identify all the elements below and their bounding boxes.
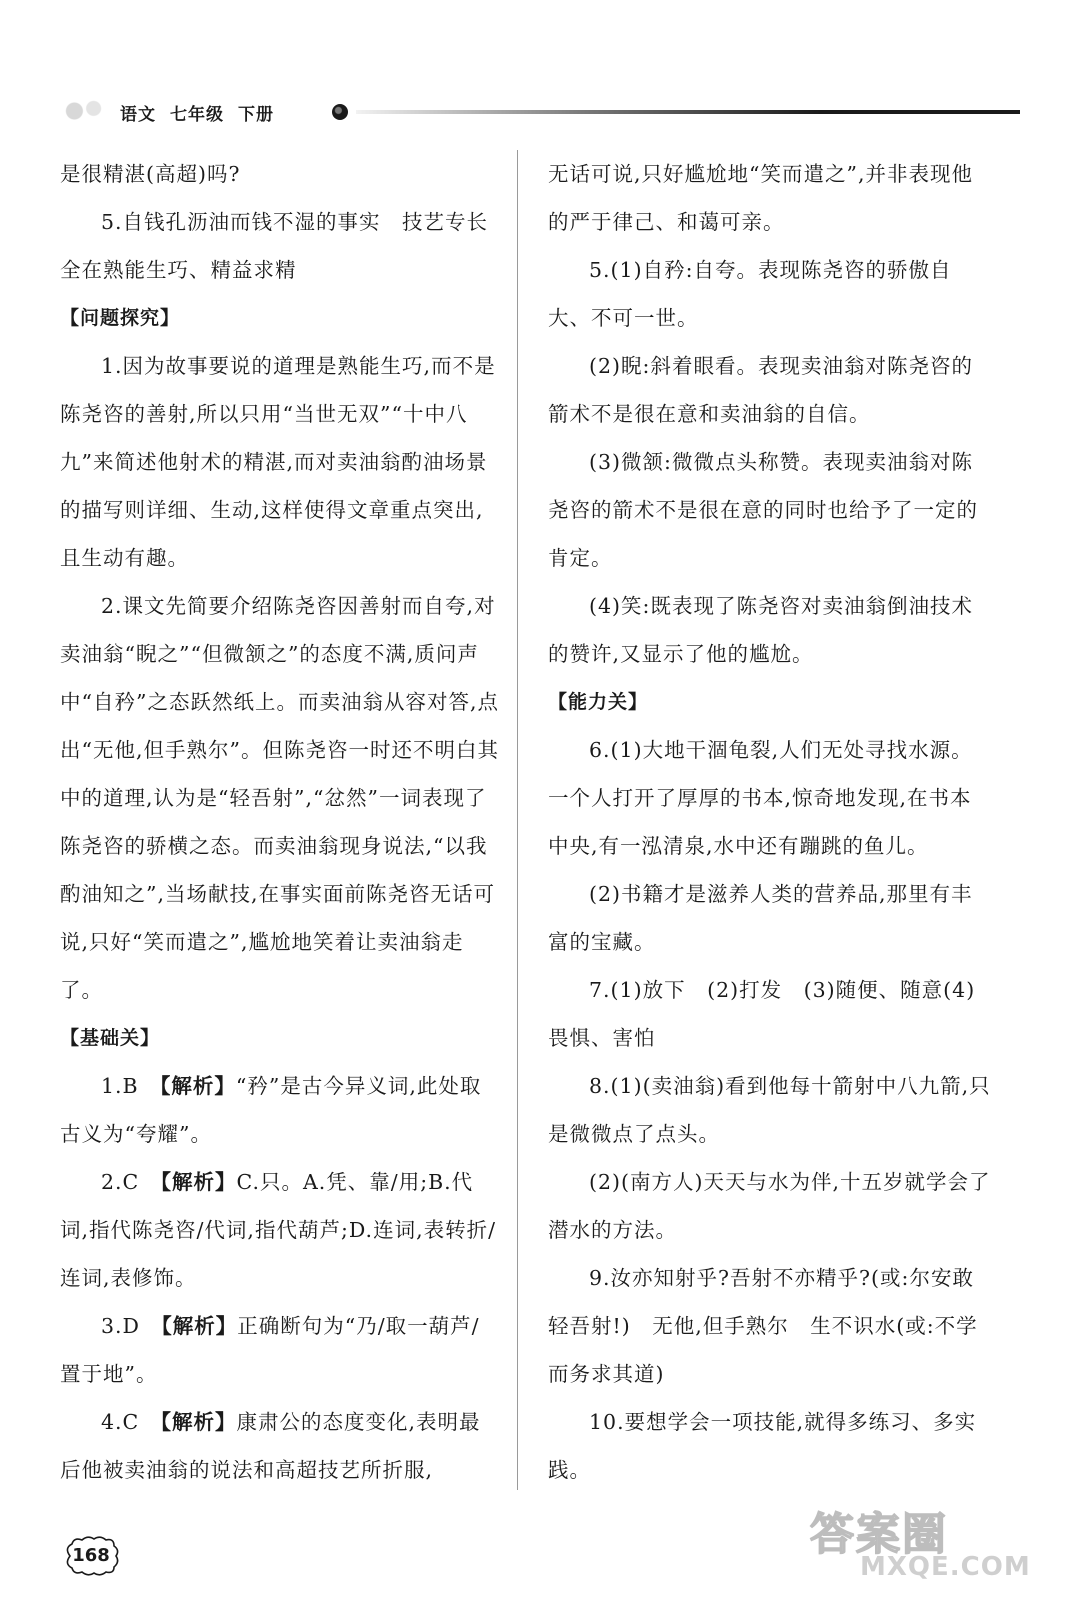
answer-item-4 — [60, 1398, 500, 1494]
watermark-url: MXQE.COM — [860, 1552, 1031, 1582]
header-rule — [356, 110, 1020, 114]
right-paragraph-7: (2)书籍才是滋养人类的营养品,那里有丰富的宝藏。 — [548, 882, 973, 954]
right-paragraph-8: 7.(1)放下 (2)打发 (3)随便、随意(4)畏惧、害怕 — [548, 978, 976, 1050]
left-paragraph-3: 1.因为故事要说的道理是熟能生巧,而不是陈尧咨的善射,所以只用“当世无双”“十中八九”来简述他射术的精湛,而对卖油翁酌油场景的描写则详细、生动,这样使得文章重点突出,且生动有趣。 — [60, 354, 496, 570]
watermark-logo: 答案圈 — [810, 1509, 948, 1560]
answer-1-num: 1.B — [101, 1074, 161, 1098]
right-paragraph-10: (2)(南方人)天天与水为伴,十五岁就学会了潜水的方法。 — [548, 1170, 991, 1242]
page-number-badge — [60, 1534, 122, 1578]
column-divider — [517, 150, 518, 1490]
answer-4-num: 4.C — [101, 1410, 161, 1434]
watermark — [800, 1498, 1060, 1588]
right-paragraph-2: 5.(1)自矜:自夸。表现陈尧咨的骄傲自大、不可一世。 — [548, 258, 952, 330]
right-paragraph-11: 9.汝亦知射乎?吾射不亦精乎?(或:尔安敢轻吾射!) 无他,但手熟尔 生不识水(或:不学而务求其道) — [548, 1266, 978, 1386]
right-paragraph-4: (3)微颔:微微点头称赞。表现卖油翁对陈尧咨的箭术不是很在意的同时也给予了一定的肯定。 — [548, 450, 978, 570]
right-column — [548, 150, 993, 1494]
right-paragraph-6: 6.(1)大地干涸龟裂,人们无处寻找水源。一个人打开了厚厚的书本,惊奇地发现,在书本中央,有一泓清泉,水中还有蹦跳的鱼儿。 — [548, 738, 973, 858]
header-subject: 语文 — [120, 105, 156, 125]
left-paragraph-2: 5.自钱孔沥油而钱不湿的事实 技艺专长全在熟能生巧、精益求精 — [60, 210, 489, 282]
running-header — [60, 92, 1020, 132]
section-heading-nengli: 【能力关】 — [548, 691, 649, 713]
header-decoration — [60, 98, 108, 124]
left-paragraph-1: 是很精湛(高超)吗? — [60, 162, 241, 186]
answer-4-text: 康肃公的态度变化,表明最后他被卖油翁的说法和高超技艺所折服, — [60, 1410, 481, 1482]
header-grade: 七年级 — [170, 105, 224, 125]
answer-item-2 — [60, 1158, 500, 1302]
right-paragraph-9: 8.(1)(卖油翁)看到他每十箭射中八九箭,只是微微点了点头。 — [548, 1074, 991, 1146]
header-volume: 下册 — [238, 105, 274, 125]
analysis-tag: 【解析】 — [161, 1314, 238, 1338]
analysis-tag: 【解析】 — [160, 1074, 236, 1098]
page-number: 168 — [72, 1545, 110, 1566]
answer-1-text: “矜”是古今异义词,此处取古义为“夸耀”。 — [60, 1074, 482, 1146]
right-paragraph-3: (2)睨:斜着眼看。表现卖油翁对陈尧咨的箭术不是很在意和卖油翁的自信。 — [548, 354, 973, 426]
answer-item-1 — [60, 1062, 500, 1158]
section-heading-jichu: 【基础关】 — [60, 1027, 161, 1049]
right-paragraph-5: (4)笑:既表现了陈尧咨对卖油翁倒油技术的赞许,又显示了他的尴尬。 — [548, 594, 973, 666]
right-paragraph-12: 10.要想学会一项技能,就得多练习、多实践。 — [548, 1410, 977, 1482]
answer-2-text: C.只。A.凭、靠/用;B.代词,指代陈尧咨/代词,指代葫芦;D.连词,表转折/连词,表修饰。 — [60, 1170, 496, 1290]
left-paragraph-4: 2.课文先简要介绍陈尧咨因善射而自夸,对卖油翁“睨之”“但微颔之”的态度不满,质问声中“自矜”之态跃然纸上。而卖油翁从容对答,点出“无他,但手熟尔”。但陈尧咨一时还不明白其中的道理,认为是“轻吾射”,“忿然”一词表现了陈尧咨的骄横之态。而卖油翁现身说法,“以我酌油知之”,当场献技,在事实面前陈尧咨无话可说,只好“笑而遣之”,尴尬地笑着让卖油翁走了。 — [60, 594, 499, 1002]
answer-3-num: 3.D — [101, 1314, 162, 1338]
header-title — [120, 100, 288, 125]
analysis-tag: 【解析】 — [160, 1170, 237, 1194]
answer-2-num: 2.C — [101, 1170, 161, 1194]
section-heading-wenti: 【问题探究】 — [60, 307, 181, 329]
header-dot-icon — [332, 104, 348, 120]
answer-item-3 — [60, 1302, 500, 1398]
analysis-tag: 【解析】 — [160, 1410, 237, 1434]
answer-3-text: 正确断句为“乃/取一葫芦/置于地”。 — [60, 1314, 480, 1386]
left-column — [60, 150, 500, 1494]
right-paragraph-1: 无话可说,只好尴尬地“笑而遣之”,并非表现他的严于律己、和蔼可亲。 — [548, 162, 973, 234]
